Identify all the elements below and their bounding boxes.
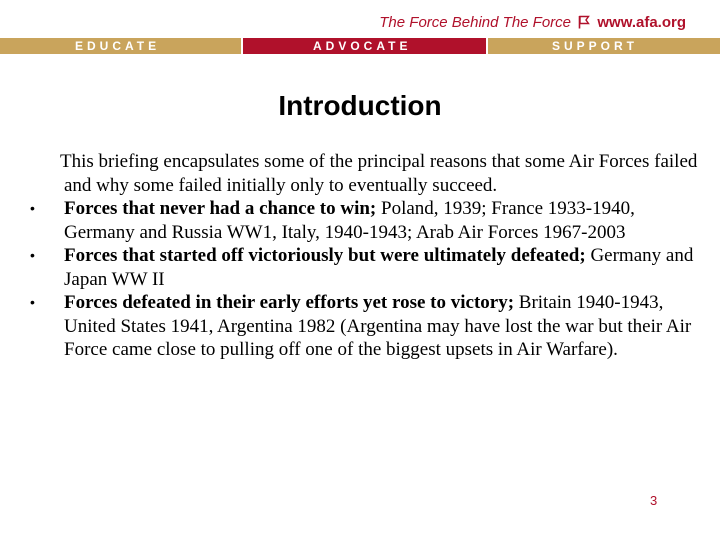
nav-advocate: ADVOCATE [243, 38, 486, 54]
bullet-item [30, 197, 700, 244]
bullet-icon: • [30, 294, 35, 310]
bullet-heading: Forces that never had a chance to win; [64, 198, 377, 219]
bullet-item [30, 244, 700, 291]
intro-paragraph: This briefing encapsulates some of the principal reasons that some Air Forces failed and why some failed initially only to eventually succeed. [60, 151, 698, 196]
tagline-text: The Force Behind The Force [379, 14, 572, 31]
flag-icon [578, 15, 590, 33]
website-link[interactable]: www.afa.org [597, 14, 686, 31]
header-tagline [379, 14, 686, 33]
nav-support: SUPPORT [488, 38, 720, 54]
bullet-text: Poland, 1939; France 1933-1940, Germany and Russia WW1, Italy, 1940-1943; Arab Air Forces 1967-2003 [64, 198, 635, 243]
bullet-heading: Forces defeated in their early efforts yet rose to victory; [64, 292, 515, 313]
slide-body [30, 150, 700, 362]
bullet-text: Britain 1940-1943, United States 1941, Argentina 1982 (Argentina may have lost the war but their Air Force came close to pulling off one of the biggest upsets in Air Warfare). [64, 292, 692, 360]
page-number: 3 [650, 493, 658, 508]
nav-band [0, 38, 720, 54]
bullet-icon: • [30, 200, 35, 216]
bullet-icon: • [30, 247, 35, 263]
slide-title: Introduction [278, 90, 442, 121]
bullet-heading: Forces that started off victoriously but were ultimately defeated; [64, 245, 586, 266]
bullet-item [30, 291, 700, 362]
bullet-text: Germany and Japan WW II [64, 245, 694, 290]
nav-educate: EDUCATE [0, 38, 241, 54]
